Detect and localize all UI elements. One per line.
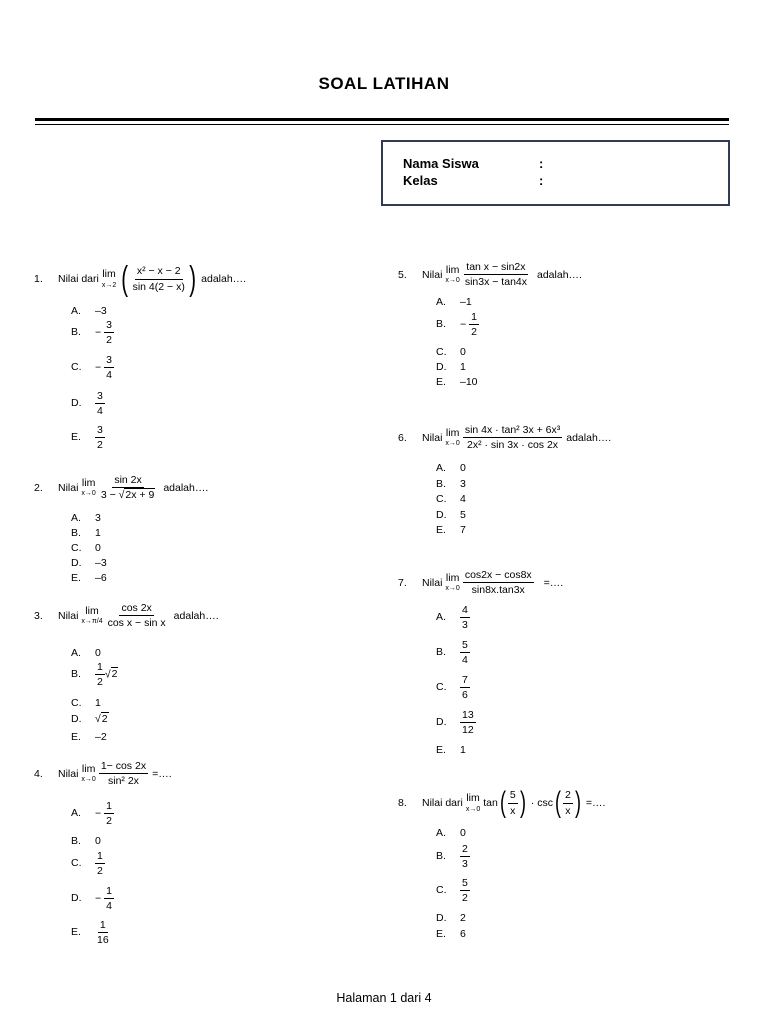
option-b[interactable]: B. − $\frac{3}{2}$ (71, 319, 112, 347)
option-b[interactable]: B. 3 (436, 478, 466, 490)
option-a[interactable]: A. –1 (436, 296, 472, 308)
option-a[interactable]: A. 0 (436, 827, 466, 839)
question-8-stem: 8. Nilai dari lim x→0 tan ( $\frac{5}{x}$ ) · csc ( $\frac{2}{x}$ ) =…. (398, 786, 606, 819)
option-d[interactable]: D. –3 (71, 557, 107, 569)
header-rule-thin (35, 124, 729, 125)
option-e[interactable]: E. $\frac{3}{2}$ (71, 424, 103, 452)
question-tail: adalah…. (201, 273, 247, 285)
limit-fraction: $\frac{\cos 2x}{\text{cos x − sin x}}$ (107, 602, 166, 630)
limit-fraction: $\frac{\cos 2x - \cos 8x}{\sin 8x.\tan 3x}$ (464, 569, 532, 597)
question-6-stem: 6. Nilai lim x→0 $\frac{\text{sin 4x · tan² 3x + 6x³}}{\text{2x² · sin 3x · cos 2x}}$ adalah…. (398, 424, 612, 452)
limit-operator: lim x→0 (445, 571, 460, 593)
limit-operator: lim x→2 (101, 268, 117, 289)
option-d[interactable]: D. − $\frac{1}{4}$ (71, 885, 112, 913)
option-d[interactable]: D. $\frac{13}{12}$ (436, 709, 474, 737)
student-name-colon: : (539, 156, 544, 171)
option-c[interactable]: C. $\frac{5}{2}$ (436, 877, 468, 905)
option-e[interactable]: E. 7 (436, 524, 466, 536)
option-a[interactable]: A. –3 (71, 305, 107, 317)
option-e[interactable]: E. –2 (71, 731, 107, 743)
limit-operator: lim x→π/4 (81, 604, 103, 626)
question-lead: Nilai dari (58, 273, 99, 285)
option-b[interactable]: B. 0 (71, 835, 101, 847)
limit-fraction: $\frac{\text{tan x − sin2x}}{\sin 3x - \tan 4x}$ (464, 261, 527, 289)
option-b[interactable]: B. $\frac{2}{3}$ (436, 843, 468, 871)
page-title: SOAL LATIHAN (318, 74, 450, 93)
option-b[interactable]: B. − $\frac{1}{2}$ (436, 311, 477, 339)
option-a[interactable]: A. $\frac{4}{3}$ (436, 604, 468, 632)
student-name-label: Nama Siswa (403, 156, 479, 171)
limit-operator: lim x→0 (445, 263, 460, 285)
option-d[interactable]: D. 5 (436, 509, 466, 521)
question-5-stem: 5. Nilai lim x→0 $\frac{\text{tan x − sin2x}}{\sin 3x - \tan 4x}$ adalah…. (398, 261, 582, 289)
option-e[interactable]: E. 6 (436, 928, 466, 940)
student-identity-box (381, 140, 730, 206)
page-footer: Halaman 1 dari 4 (336, 991, 432, 1005)
option-a[interactable]: A. 0 (71, 647, 101, 659)
option-e[interactable]: E. –6 (71, 572, 107, 584)
question-1-stem: 1. Nilai dari lim x→2 ( $\frac{\text{x² − x − 2}}{\sin 4(2 - x)}$ ) adalah…. (34, 260, 247, 298)
option-b[interactable]: B. $\frac{1}{2}$ √2 (71, 661, 118, 689)
option-b[interactable]: B. 1 (71, 527, 101, 539)
option-c[interactable]: C. − $\frac{3}{4}$ (71, 354, 112, 382)
question-4-stem: 4. Nilai lim x→0 $\frac{1- \cos 2x}{\text{sin² 2x}}$ =…. (34, 760, 172, 788)
student-class-colon: : (539, 173, 544, 188)
option-c[interactable]: C. 4 (436, 493, 466, 505)
option-d[interactable]: D. $\frac{3}{4}$ (71, 390, 103, 418)
option-c[interactable]: C. $\frac{7}{6}$ (436, 674, 468, 702)
question-7-stem: 7. Nilai lim x→0 $\frac{\cos 2x - \cos 8x}{\sin 8x.\tan 3x}$ =…. (398, 569, 564, 597)
option-d[interactable]: D. √2 (71, 713, 108, 725)
student-class-row (403, 173, 544, 188)
option-c[interactable]: C. 0 (436, 346, 466, 358)
question-number: 1. (34, 273, 43, 285)
option-b[interactable]: B. $\frac{5}{4}$ (436, 639, 468, 667)
option-c[interactable]: C. $\frac{1}{2}$ (71, 850, 103, 878)
option-a[interactable]: A. − $\frac{1}{2}$ (71, 800, 112, 828)
option-c[interactable]: C. 1 (71, 697, 101, 709)
student-name-row (403, 156, 544, 171)
option-e[interactable]: E. $\frac{1}{16}$ (71, 919, 109, 947)
option-d[interactable]: D. 1 (436, 361, 466, 373)
option-a[interactable]: A. 0 (436, 462, 466, 474)
option-c[interactable]: C. 0 (71, 542, 101, 554)
question-3-stem: 3. Nilai lim x→π/4 $\frac{\cos 2x}{\text{cos x − sin x}}$ adalah…. (34, 602, 219, 630)
question-2-stem: 2. Nilai lim x→0 $\frac{\sin 2x}{3 - √2x + 9}$ adalah…. (34, 474, 209, 502)
limit-operator: lim x→0 (445, 426, 460, 448)
option-a[interactable]: A. 3 (71, 512, 101, 524)
limit-operator: lim x→0 (465, 792, 481, 813)
limit-fraction: $\frac{\text{sin 4x · tan² 3x + 6x³}}{\text{2x² · sin 3x · cos 2x}}$ (464, 424, 561, 452)
limit-operator: lim x→0 (81, 476, 96, 498)
option-e[interactable]: E. 1 (436, 744, 466, 756)
limit-fraction: $\frac{\sin 2x}{3 - √2x + 9}$ (100, 474, 155, 502)
limit-fraction: $\frac{1- \cos 2x}{\text{sin² 2x}}$ (100, 760, 147, 788)
student-class-label: Kelas (403, 173, 438, 188)
limit-operator: lim x→0 (81, 762, 96, 784)
limit-fraction: $\frac{\text{x² − x − 2}}{\sin 4(2 - x)}$ (132, 265, 185, 293)
option-d[interactable]: D. 2 (436, 912, 466, 924)
header-rule-thick (35, 118, 729, 121)
option-e[interactable]: E. –10 (436, 376, 478, 388)
